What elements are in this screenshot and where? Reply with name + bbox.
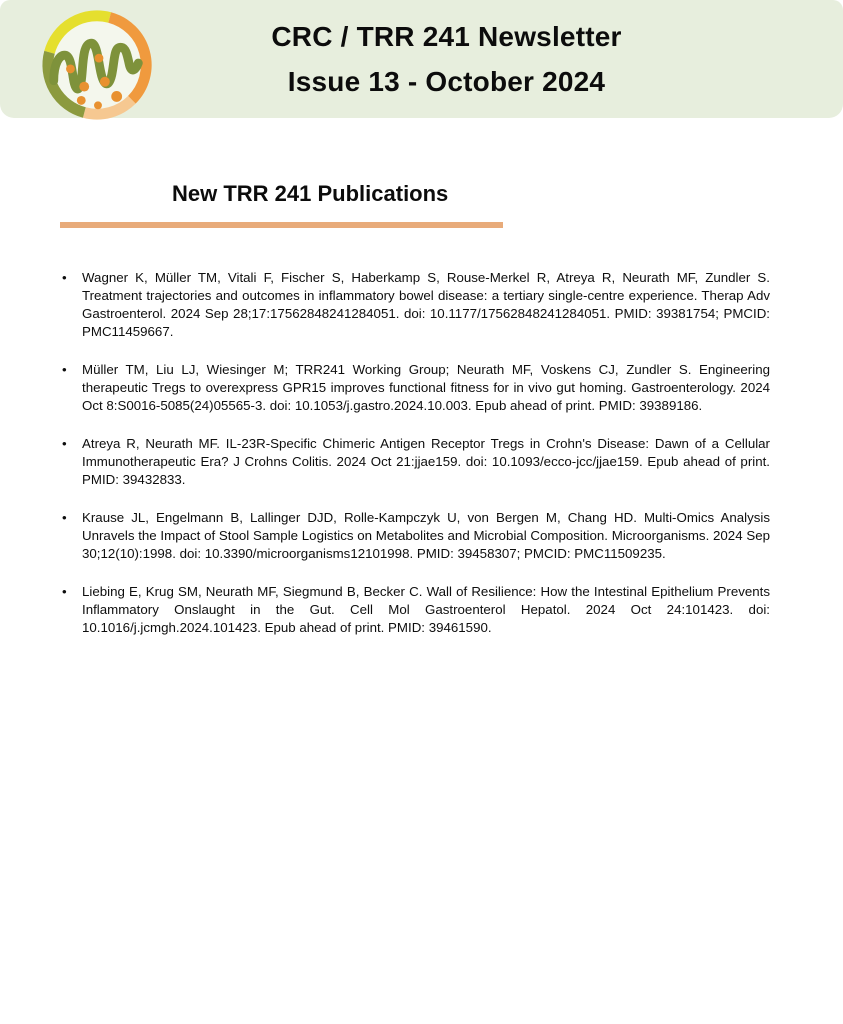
publication-citation: Wagner K, Müller TM, Vitali F, Fischer S, Haberkamp S, Rouse-Merkel R, Atreya R, Neurath MF, Zundler S. Treatment trajectories and outcomes in inflammatory bowel disease: a tertiary single-centre experience. Therap Adv Gastroenterol. 2024 Sep 28;17:17562848241284051. doi: 10.1177/17562848241284051. PMID: 39381754; PMCID: PMC11459667. <box>82 270 770 339</box>
publication-item <box>62 583 770 637</box>
publication-citation: Atreya R, Neurath MF. IL-23R-Specific Chimeric Antigen Receptor Tregs in Crohn's Disease: Dawn of a Cellular Immunotherapeutic Era? J Crohns Colitis. 2024 Oct 21:jjae159. doi: 10.1093/ecco-jcc/jjae159. Epub ahead of print. PMID: 39432833. <box>82 436 770 487</box>
header-titles <box>105 0 788 118</box>
publication-citation: Krause JL, Engelmann B, Lallinger DJD, Rolle-Kampczyk U, von Bergen M, Chang HD. Multi-Omics Analysis Unravels the Impact of Stool Sample Logistics on Metabolites and Microbial Composition. Microorganisms. 2024 Sep 30;12(10):1998. doi: 10.3390/microorganisms12101998. PMID: 39458307; PMCID: PMC11509235. <box>82 510 770 561</box>
newsletter-issue: Issue 13 - October 2024 <box>287 65 606 97</box>
bullet-icon: • <box>62 436 67 451</box>
publication-item <box>62 361 770 415</box>
publication-item <box>62 509 770 563</box>
publication-citation: Müller TM, Liu LJ, Wiesinger M; TRR241 Working Group; Neurath MF, Voskens CJ, Zundler S. Engineering therapeutic Tregs to overexpress GPR15 improves functional fitness for in vivo gut homing. Gastroenterology. 2024 Oct 8:S0016-5085(24)05565-3. doi: 10.1053/j.gastro.2024.10.003. Epub ahead of print. PMID: 39389186. <box>82 362 770 413</box>
newsletter-header <box>0 0 843 118</box>
bullet-icon: • <box>62 584 67 599</box>
newsletter-body <box>0 118 843 657</box>
bullet-icon: • <box>62 362 67 377</box>
section-divider <box>60 222 503 228</box>
publication-item <box>62 435 770 489</box>
publications-section-heading: New TRR 241 Publications <box>172 181 449 206</box>
publications-list <box>0 269 843 637</box>
newsletter-title: CRC / TRR 241 Newsletter <box>271 20 622 52</box>
bullet-icon: • <box>62 510 67 525</box>
publication-item <box>62 269 770 341</box>
bullet-icon: • <box>62 270 67 285</box>
publication-citation: Liebing E, Krug SM, Neurath MF, Siegmund B, Becker C. Wall of Resilience: How the Intestinal Epithelium Prevents Inflammatory Onslaught in the Gut. Cell Mol Gastroenterol Hepatol. 2024 Oct 24:101423. doi: 10.1016/j.jcmgh.2024.101423. Epub ahead of print. PMID: 39461590. <box>82 584 770 635</box>
